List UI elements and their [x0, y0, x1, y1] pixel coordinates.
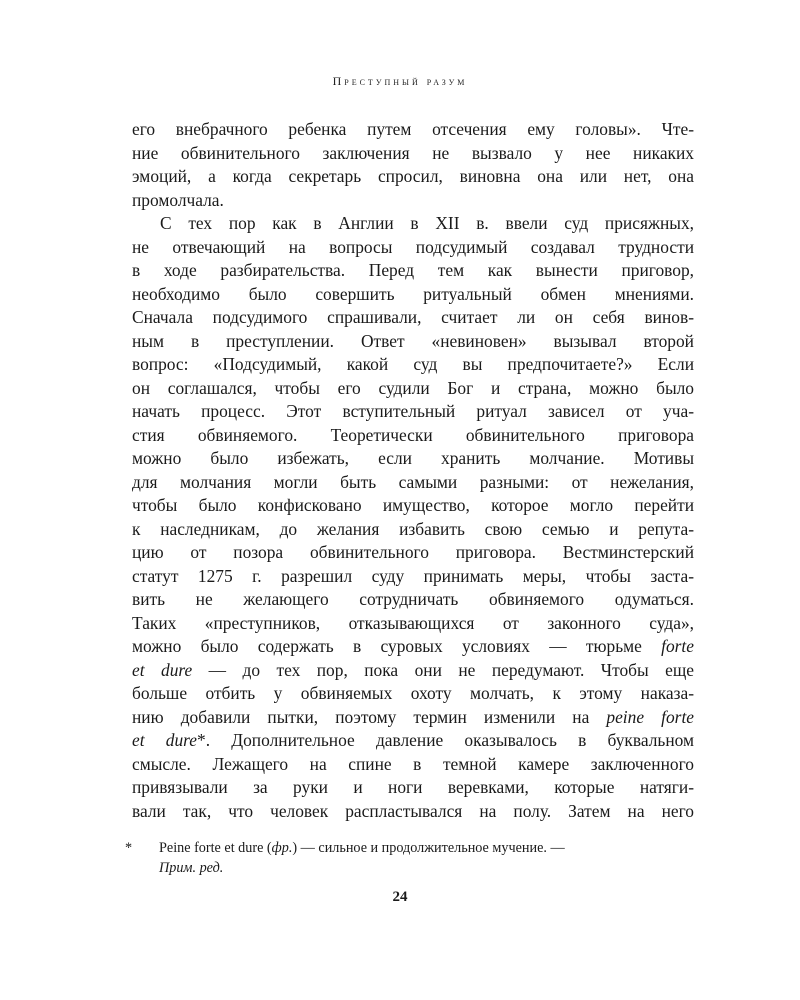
italic-term: et dure [132, 659, 193, 680]
text-line: он соглашался, чтобы его судили Бог и страна, можно было [132, 377, 694, 398]
running-head: Преступный разум [332, 74, 468, 88]
text-line: цию от позора обвинительного приговора. Вестминстерский [132, 542, 694, 562]
text-segment: можно было содержать в суровых условиях — тюрьме [132, 636, 662, 656]
text-line: привязывали за руки и ноги веревками, которые натяги- [132, 777, 694, 797]
italic-term: Прим. ред. [159, 860, 224, 876]
text-line: можно было избежать, если хранить молчание. Мотивы [132, 448, 694, 468]
text-line: статут 1275 г. разрешил суду принимать меры, чтобы заста- [132, 565, 694, 586]
text-line: к наследникам, до желания избавить свою семью и репута- [132, 518, 694, 539]
text-segment: Peine forte et dure ( [159, 840, 272, 856]
page-number: 24 [392, 889, 408, 905]
text-line: ние обвинительного заключения не вызвало у нее никаких [132, 142, 694, 163]
text-line: не отвечающий на вопросы подсудимый создавал трудности [132, 236, 694, 257]
body-text [132, 118, 694, 823]
text-line: Таких «преступников, отказывающихся от законного суда», [132, 612, 694, 633]
text-line: ным в преступлении. Ответ «невиновен» вызывал второй [132, 330, 694, 351]
text-line: больше отбить у обвиняемых охоту молчать, к этому наказа- [132, 683, 694, 703]
text-line: смысле. Лежащего на спине в темной камере заключенного [132, 753, 694, 774]
italic-term: фр. [271, 840, 293, 856]
paragraph-first-line: С тех пор как в Англии в XII в. ввели суд присяжных, [160, 213, 694, 233]
footnote-line [159, 838, 705, 858]
text-line: промолчала. [132, 189, 224, 210]
text-segment: — до тех пор, пока они не передумают. Чтобы еще [192, 659, 694, 680]
text-line [132, 706, 694, 730]
text-segment: ) — сильное и продолжительное мучение. — [292, 840, 565, 856]
italic-term: et dure [132, 730, 197, 750]
text-line: Сначала подсудимого спрашивали, считает ли он себя винов- [132, 307, 694, 327]
italic-term: peine forte [606, 706, 694, 727]
text-line: его внебрачного ребенка путем отсечения ему головы». Чте- [132, 119, 694, 139]
text-line: начать процесс. Этот вступительный ритуал зависел от уча- [132, 401, 694, 421]
text-line: чтобы было конфисковано имущество, которое могло перейти [132, 495, 694, 515]
footnote-line [159, 858, 705, 878]
footnote [125, 838, 705, 878]
text-line: необходимо было совершить ритуальный обмен мнениями. [132, 283, 694, 304]
text-line [132, 635, 694, 659]
text-line: в ходе разбирательства. Перед тем как вынести приговор, [132, 260, 694, 280]
text-line [132, 659, 694, 683]
italic-term: forte [661, 636, 694, 656]
footnote-mark: * [125, 840, 133, 856]
text-line: для молчания могли быть самыми разными: от нежелания, [132, 471, 694, 492]
text-line [132, 729, 694, 753]
text-segment: *. Дополнительное давление оказывалось в буквальном [197, 730, 694, 750]
text-segment: нию добавили пытки, поэтому термин изменили на [132, 706, 607, 727]
text-line: стия обвиняемого. Теоретически обвинительного приговора [132, 424, 694, 445]
text-line: вопрос: «Подсудимый, какой суд вы предпочитаете?» Если [132, 354, 694, 374]
text-line: вить не желающего сотрудничать обвиняемого одуматься. [132, 589, 694, 609]
footnote-body [159, 838, 705, 878]
text-line: эмоций, а когда секретарь спросил, виновна она или нет, она [132, 166, 694, 186]
text-line: вали так, что человек распластывался на полу. Затем на него [132, 800, 694, 821]
